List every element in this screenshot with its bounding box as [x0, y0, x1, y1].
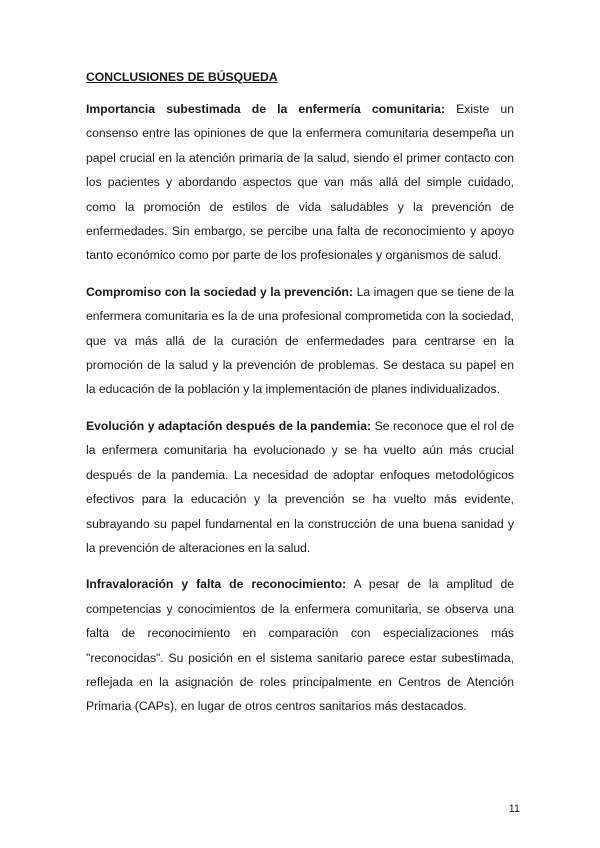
paragraph-body: A pesar de la amplitud de competencias y conocimientos de la enfermera comunitaria, se observa una falta de reconocimiento en comparación con especializaciones más "reconocidas". Su posición en el sistema sanitario parece estar subestimada, reflejada en la asignación de roles principalmente en Centros de Atención Primaria (CAPs), en lugar de otros centros sanitarios más destacados. — [86, 577, 514, 714]
paragraph-lead: Compromiso con la sociedad y la prevención: — [86, 284, 354, 299]
page-number: 11 — [508, 803, 520, 815]
page-content — [86, 68, 514, 731]
section-heading: CONCLUSIONES DE BÚSQUEDA — [86, 70, 278, 84]
paragraph-compromiso — [86, 280, 514, 402]
paragraph-body: La imagen que se tiene de la enfermera comunitaria es la de una profesional comprometida con la sociedad, que va más allá de la curación de enfermedades para centrarse en la promoción de la salud y la prevención de problemas. Se destaca su papel en la educación de la población y la implementación de planes individualizados. — [86, 284, 514, 397]
paragraph-infravaloracion — [86, 572, 514, 718]
paragraph-lead: Infravaloración y falta de reconocimiento: — [86, 577, 347, 592]
paragraph-body: Se reconoce que el rol de la enfermera comunitaria ha evolucionado y se ha vuelto aún más crucial después de la pandemia. La necesidad de adoptar enfoques metodológicos efectivos para la educación y la prevención se ha vuelto más evidente, subrayando su papel fundamental en la construcción de una buena sanidad y la prevención de alteraciones en la salud. — [86, 418, 515, 555]
paragraph-body: Existe un consenso entre las opiniones de que la enfermera comunitaria desempeña un papel crucial en la atención primaria de la salud, siendo el primer contacto con los pacientes y abordando aspectos que van más allá del simple cuidado, como la promoción de estilos de vida saludables y la prevención de enfermedades. Sin embargo, se percibe una falta de reconocimiento y apoyo tanto económico como por parte de los profesionales y organismos de salud. — [86, 102, 514, 263]
paragraph-importancia — [86, 97, 514, 268]
paragraph-lead: Evolución y adaptación después de la pandemia: — [86, 418, 372, 433]
paragraph-evolucion — [86, 414, 514, 560]
paragraph-lead: Importancia subestimada de la enfermería comunitaria: — [86, 102, 446, 116]
